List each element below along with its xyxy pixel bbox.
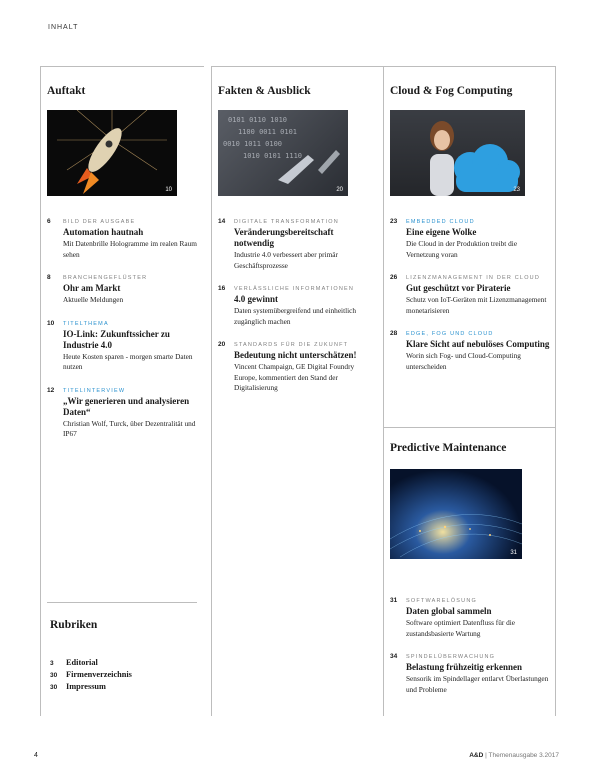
toc-entry[interactable]: [47, 274, 197, 306]
column-rule: [383, 66, 384, 716]
svg-text:0101 0110 1010: 0101 0110 1010: [228, 116, 288, 124]
column-fakten: [218, 66, 373, 408]
footer-issue-text: Themenausgabe 3.2017: [488, 752, 559, 759]
toc-title: Veränderungsbereitschaft notwendig: [234, 227, 334, 248]
page-number: 20: [336, 187, 343, 193]
column-title: Auftakt: [40, 66, 204, 105]
toc-entry[interactable]: [390, 597, 550, 639]
toc-entry[interactable]: [218, 285, 373, 327]
column-rule: [211, 66, 212, 716]
network-globe-icon: [390, 469, 522, 559]
toc-page-number: 28: [390, 330, 398, 337]
toc-entry[interactable]: [390, 330, 550, 372]
toc-title: Bedeutung nicht unterschätzen!: [234, 350, 357, 360]
toc-page-number: 6: [47, 218, 51, 225]
section-divider: [47, 602, 197, 603]
toc-page-number: 26: [390, 274, 398, 281]
footer-brand: A&D: [469, 752, 484, 759]
toc-entry[interactable]: [390, 274, 550, 316]
page-number: 4: [34, 752, 38, 759]
rocket-icon: [47, 110, 177, 196]
toc-description: Daten systemübergreifend und einheitlich zugänglich machen: [234, 306, 357, 326]
toc-entry[interactable]: [47, 218, 197, 260]
toc-title: Gut geschützt vor Piraterie: [406, 283, 511, 293]
column-rule: [40, 66, 41, 716]
svg-text:1010 0101 1110: 1010 0101 1110: [243, 152, 303, 160]
toc-description: Vincent Champaign, GE Digital Foundry Europe, kommentiert den Stand der Digitalisierung: [234, 362, 355, 392]
toc-title: „Wir generieren und analysieren Daten“: [63, 395, 190, 417]
toc-description: Industrie 4.0 verbessert aber primär Geschäftsprozesse: [234, 250, 338, 270]
rubrik-item[interactable]: [50, 669, 132, 681]
binary-data-image[interactable]: [218, 110, 348, 196]
toc-page-number: 31: [390, 597, 398, 604]
svg-text:1100 0011 0101: 1100 0011 0101: [238, 128, 298, 136]
column-rule: [555, 66, 556, 716]
svg-text:0010 1011 0100: 0010 1011 0100: [223, 140, 283, 148]
toc-category: TITELINTERVIEW: [63, 387, 126, 394]
toc-description: Christian Wolf, Turck, über Dezentralität und IP67: [63, 418, 196, 438]
section-title: Predictive Maintenance: [390, 442, 507, 454]
rubrik-page-number: 3: [50, 660, 54, 667]
toc-title: Belastung frühzeitig erkennen: [406, 662, 522, 672]
toc-category: EDGE, FOG UND CLOUD: [406, 331, 494, 337]
column-title: Fakten & Ausblick: [211, 66, 383, 105]
section-label: INHALT: [48, 24, 79, 31]
column-title: Cloud & Fog Computing: [383, 66, 555, 105]
toc-page-number: 34: [390, 653, 398, 660]
rubrik-item[interactable]: [50, 681, 132, 693]
section-title: Rubriken: [50, 619, 98, 631]
toc-page-number: 20: [218, 341, 226, 348]
toc-description: Sensorik im Spindellager entlarvt Überlastungen und Probleme: [406, 674, 549, 694]
toc-entry[interactable]: [390, 218, 550, 260]
section-predictive: [390, 430, 550, 709]
rubrik-label: Impressum: [66, 682, 106, 691]
page-number: 31: [510, 550, 517, 556]
toc-title: IO-Link: Zukunftssicher zu Industrie 4.0: [63, 328, 170, 350]
toc-title: Daten global sammeln: [406, 606, 492, 616]
toc-category: BILD DER AUSGABE: [63, 219, 136, 225]
toc-entry[interactable]: [47, 387, 197, 440]
cloud-icon: [390, 110, 525, 196]
toc-description: Heute Kosten sparen - morgen smarte Daten nutzen: [63, 351, 193, 371]
toc-description: Mit Datenbrille Hologramme im realen Raum sehen: [63, 239, 197, 259]
cloud-woman-image[interactable]: [390, 110, 525, 196]
toc-title: Klare Sicht auf nebulöses Computing: [406, 339, 550, 349]
toc-description: Software optimiert Datenfluss für die zustandsbasierte Wartung: [406, 618, 516, 638]
toc-category: DIGITALE TRANSFORMATION: [234, 219, 339, 225]
rubrik-label: Editorial: [66, 658, 98, 667]
rubrik-page-number: 30: [50, 684, 58, 691]
page-number: 23: [513, 187, 520, 193]
toc-entry[interactable]: [218, 218, 373, 271]
toc-category: TITELTHEMA: [63, 320, 109, 327]
rubrik-page-number: 30: [50, 672, 58, 679]
section-divider: [383, 427, 555, 428]
toc-entry[interactable]: [47, 320, 197, 373]
binary-code-icon: [218, 110, 348, 196]
toc-description: Die Cloud in der Produktion treibt die Vernetzung voran: [406, 239, 518, 259]
toc-page-number: 16: [218, 285, 226, 292]
rubrik-label: Firmenverzeichnis: [66, 670, 132, 679]
column-cloud: [390, 66, 550, 386]
toc-description: Schutz von IoT-Geräten mit Lizenzmanagement monetarisieren: [406, 295, 547, 315]
page-number: 10: [165, 187, 172, 193]
toc-description: Aktuelle Meldungen: [63, 295, 124, 304]
rubrik-item[interactable]: [50, 657, 132, 669]
toc-category: SOFTWARELÖSUNG: [406, 598, 477, 604]
toc-title: Ohr am Markt: [63, 283, 121, 293]
toc-category: VERLÄSSLICHE INFORMATIONEN: [234, 286, 355, 292]
rubriken-list: [50, 657, 132, 693]
toc-category: SPINDELÜBERWACHUNG: [406, 654, 496, 660]
toc-page-number: 14: [218, 218, 226, 225]
toc-title: Eine eigene Wolke: [406, 227, 477, 237]
toc-page-number: 23: [390, 218, 398, 225]
footer-issue: A&D | Themenausgabe 3.2017: [469, 752, 559, 759]
toc-category: LIZENZMANAGEMENT IN DER CLOUD: [406, 275, 541, 281]
column-auftakt: [47, 66, 197, 454]
earth-network-image[interactable]: [390, 469, 522, 559]
toc-entry[interactable]: [390, 653, 550, 695]
toc-page-number: 12: [47, 386, 55, 394]
toc-title: Automation hautnah: [63, 227, 144, 237]
rocket-image[interactable]: [47, 110, 177, 196]
toc-category: BRANCHENGEFLÜSTER: [63, 275, 148, 281]
toc-description: Worin sich Fog- und Cloud-Computing unterscheiden: [406, 351, 521, 371]
toc-page-number: 10: [47, 319, 55, 327]
toc-page-number: 8: [47, 274, 51, 281]
toc-title: 4.0 gewinnt: [234, 294, 279, 304]
toc-category: STANDARDS FÜR DIE ZUKUNFT: [234, 342, 349, 348]
toc-category: EMBEDDED CLOUD: [406, 219, 475, 225]
toc-entry[interactable]: [218, 341, 373, 394]
